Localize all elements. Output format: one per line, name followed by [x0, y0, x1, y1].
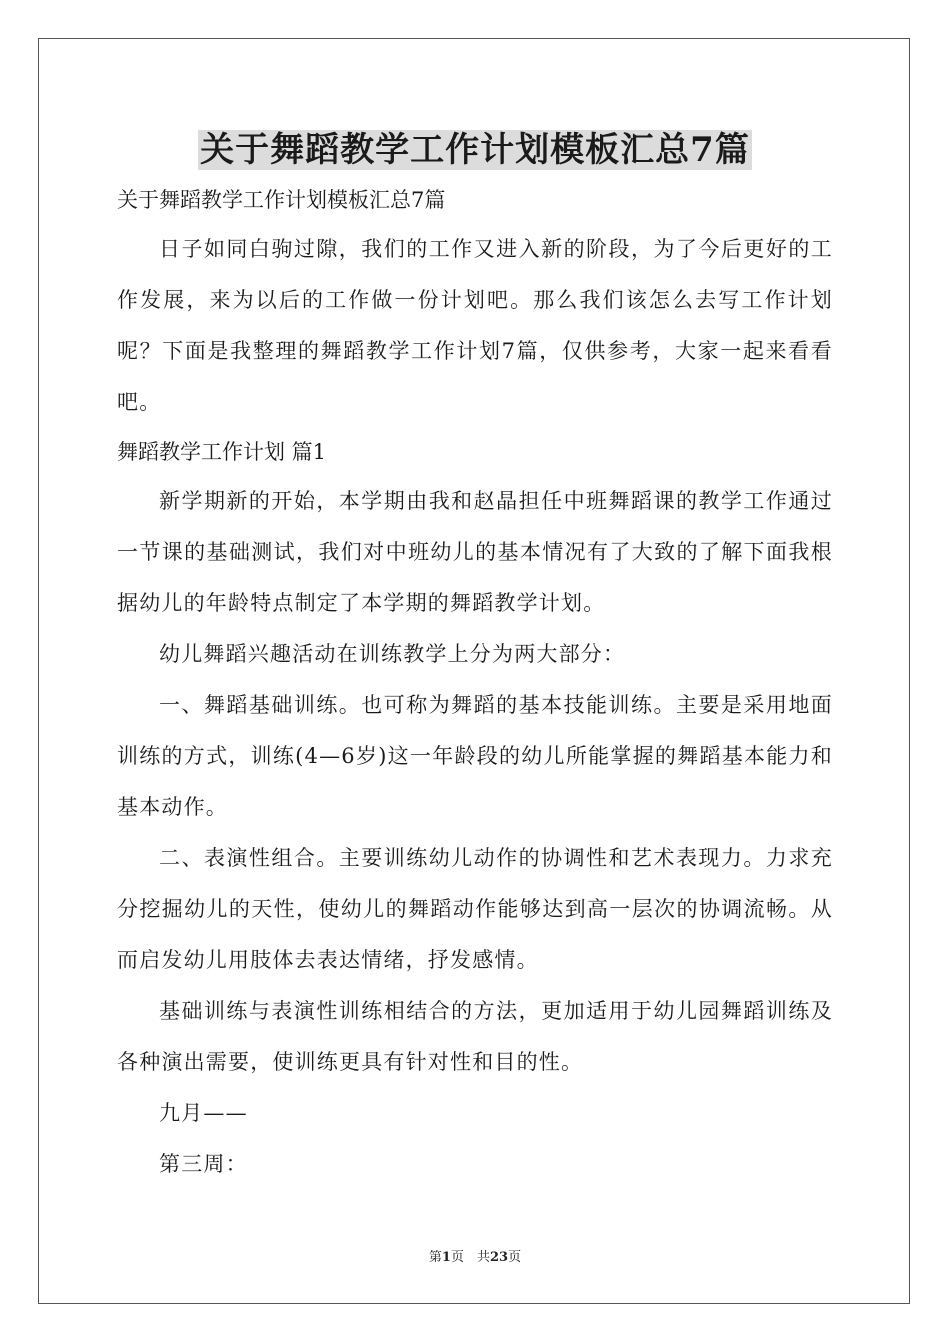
document-subtitle: 关于舞蹈教学工作计划模板汇总7篇 — [117, 188, 446, 212]
body-paragraph: 二、表演性组合。主要训练幼儿动作的协调性和艺术表现力。力求充分挖掘幼儿的天性，使幼儿的舞蹈动作能够达到高一层次的协调流畅。从而启发幼儿用肢体去表达情绪，抒发感情。 — [117, 846, 833, 972]
page-footer — [0, 1246, 950, 1265]
footer-page-prefix: 第 — [428, 1250, 442, 1265]
document-title-text: 关于舞蹈教学工作计划模板汇总7篇 — [200, 130, 750, 170]
body-paragraph: 第三周： — [159, 1152, 248, 1176]
body-paragraph: 幼儿舞蹈兴趣活动在训练教学上分为两大部分： — [159, 642, 626, 666]
intro-paragraph: 日子如同白驹过隙，我们的工作又进入新的阶段，为了今后更好的工作发展，来为以后的工作做一份计划吧。那么我们该怎么去写工作计划呢？下面是我整理的舞蹈教学工作计划7篇，仅供参考，大家一起来看看吧。 — [117, 237, 833, 414]
footer-page-total: 23 — [489, 1250, 509, 1265]
footer-page-current: 1 — [441, 1250, 451, 1265]
body-paragraph: 基础训练与表演性训练相结合的方法，更加适用于幼儿园舞蹈训练及各种演出需要，使训练更具有针对性和目的性。 — [117, 999, 833, 1074]
footer-page-mid: 页 共 — [450, 1250, 490, 1265]
document-title — [0, 122, 950, 178]
footer-page-suffix: 页 — [508, 1250, 522, 1265]
body-paragraph: 九月—— — [159, 1101, 248, 1125]
document-body — [117, 176, 833, 1190]
body-paragraph: 新学期新的开始，本学期由我和赵晶担任中班舞蹈课的教学工作通过一节课的基础测试，我们对中班幼儿的基本情况有了大致的了解下面我根据幼儿的年龄特点制定了本学期的舞蹈教学计划。 — [117, 489, 833, 615]
section-heading: 舞蹈教学工作计划 篇1 — [117, 440, 327, 464]
body-paragraph: 一、舞蹈基础训练。也可称为舞蹈的基本技能训练。主要是采用地面训练的方式，训练(4—6岁)这一年龄段的幼儿所能掌握的舞蹈基本能力和基本动作。 — [117, 693, 833, 819]
